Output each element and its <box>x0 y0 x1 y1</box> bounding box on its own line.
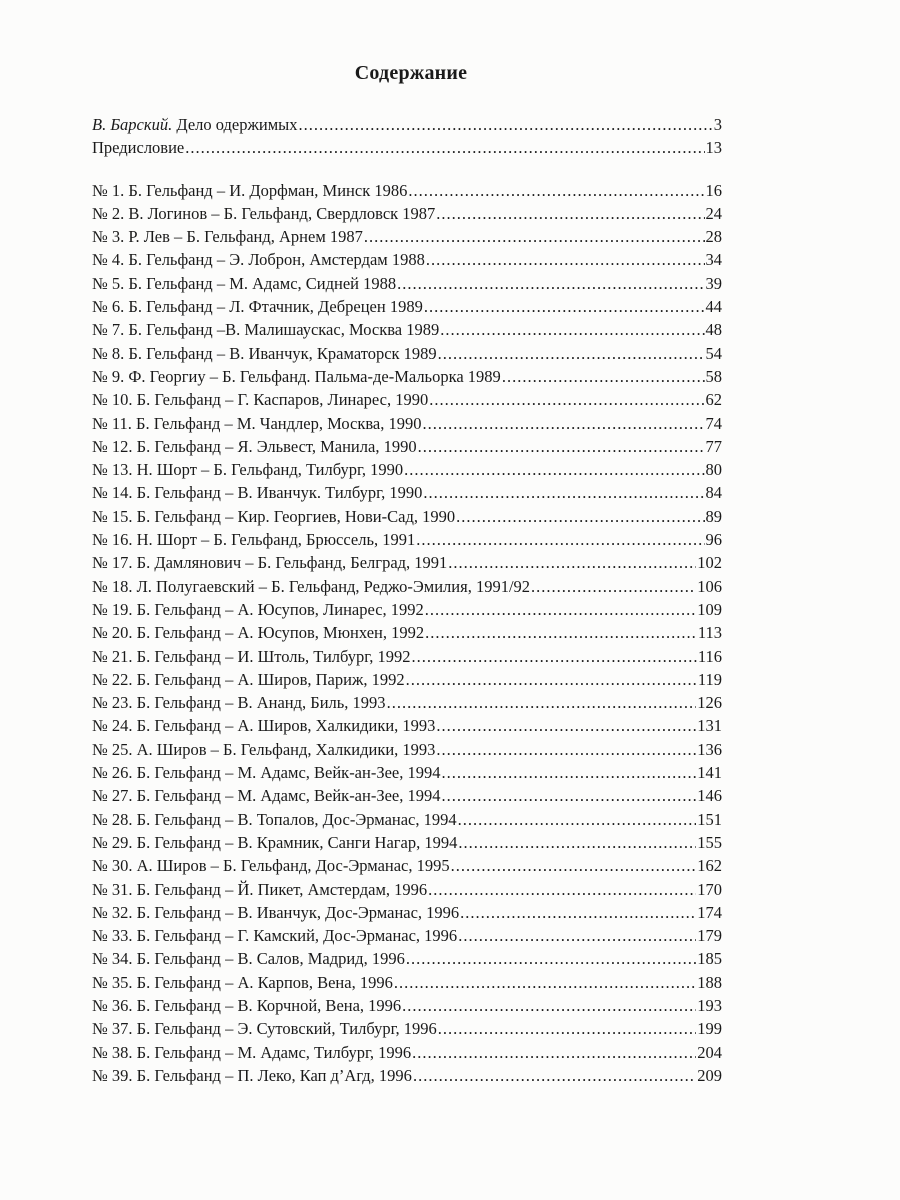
toc-entry-game[interactable] <box>92 924 722 947</box>
dot-leader <box>436 202 704 225</box>
toc-entry-game[interactable] <box>92 528 722 551</box>
toc-entry-title: № 18. Л. Полугаевский – Б. Гельфанд, Реджо-Эмилия, 1991/92 <box>92 576 531 596</box>
toc-entry-title: № 24. Б. Гельфанд – А. Широв, Халкидики, 1993 <box>92 716 436 736</box>
toc-entry-game[interactable] <box>92 831 722 854</box>
toc-entry-title: № 33. Б. Гельфанд – Г. Камский, Дос-Эрманас, 1996 <box>92 926 458 946</box>
toc-entry-game[interactable] <box>92 854 722 877</box>
toc-page-number: 13 <box>705 138 722 158</box>
toc-page-number: 136 <box>697 739 722 759</box>
toc-entry-game[interactable] <box>92 318 722 341</box>
dot-leader <box>438 1017 696 1040</box>
toc-page-number: 162 <box>697 856 722 876</box>
dot-leader <box>458 808 697 831</box>
toc-page-number: 170 <box>697 879 722 899</box>
dot-leader <box>408 179 704 202</box>
toc-page-number: 185 <box>697 949 722 969</box>
toc-entry-title: № 2. В. Логинов – Б. Гельфанд, Свердловск 1987 <box>92 203 436 223</box>
dot-leader <box>412 1041 696 1064</box>
dot-leader <box>436 738 696 761</box>
toc-entry-title: № 36. Б. Гельфанд – В. Корчной, Вена, 1996 <box>92 995 402 1015</box>
dot-leader <box>364 225 705 248</box>
dot-leader <box>406 947 696 970</box>
toc-entry-title: № 31. Б. Гельфанд – Й. Пикет, Амстердам, 1996 <box>92 879 428 899</box>
toc-page-number: 28 <box>705 227 722 247</box>
toc-entry-game[interactable] <box>92 808 722 831</box>
dot-leader <box>418 435 705 458</box>
toc-page-number: 188 <box>697 972 722 992</box>
toc-entry-game[interactable] <box>92 971 722 994</box>
toc-page-number: 96 <box>705 530 722 550</box>
dot-leader <box>458 831 696 854</box>
toc-page-number: 3 <box>713 115 722 134</box>
toc-entry-title: № 25. А. Широв – Б. Гельфанд, Халкидики, 1993 <box>92 739 436 759</box>
toc-page-number: 48 <box>705 320 722 340</box>
toc-page-number: 119 <box>697 669 722 689</box>
toc-page-number: 62 <box>705 390 722 410</box>
dot-leader <box>531 575 696 598</box>
dot-leader <box>416 528 704 551</box>
toc-entry-title: № 14. Б. Гельфанд – В. Иванчук. Тилбург, 1990 <box>92 483 423 503</box>
toc-page-number: 39 <box>705 273 722 293</box>
table-of-contents <box>92 113 722 1087</box>
toc-entry-game[interactable] <box>92 412 722 435</box>
toc-entry-title: № 30. А. Широв – Б. Гельфанд, Дос-Эрманас, 1995 <box>92 856 450 876</box>
toc-entry-game[interactable] <box>92 691 722 714</box>
toc-entry-title: № 17. Б. Дамлянович – Б. Гельфанд, Белград, 1991 <box>92 553 448 573</box>
toc-entry-game[interactable] <box>92 738 722 761</box>
dot-leader <box>442 761 697 784</box>
dot-leader <box>423 412 705 435</box>
dot-leader <box>448 551 696 574</box>
section-gap <box>92 160 722 179</box>
toc-entry-title: № 9. Ф. Георгиу – Б. Гельфанд. Пальма-де-Мальорка 1989 <box>92 366 501 386</box>
dot-leader <box>438 342 705 365</box>
toc-entry-title: № 15. Б. Гельфанд – Кир. Георгиев, Нови-Сад, 1990 <box>92 506 456 526</box>
dot-leader <box>185 136 704 159</box>
toc-page-number: 80 <box>705 460 722 480</box>
toc-entry-title: № 10. Б. Гельфанд – Г. Каспаров, Линарес, 1990 <box>92 390 429 410</box>
dot-leader <box>456 505 704 528</box>
toc-entry-title: № 8. Б. Гельфанд – В. Иванчук, Краматорск 1989 <box>92 343 437 363</box>
toc-entry-title: № 6. Б. Гельфанд – Л. Фтачник, Дебрецен 1989 <box>92 297 423 317</box>
toc-page-number: 24 <box>705 203 722 223</box>
toc-entry-title: Предисловие <box>92 138 185 158</box>
toc-page-number: 155 <box>697 832 722 852</box>
dot-leader <box>425 598 696 621</box>
toc-page-number: 44 <box>705 297 722 317</box>
dot-leader <box>428 878 696 901</box>
toc-entry-preface[interactable] <box>92 136 722 159</box>
dot-leader <box>406 668 697 691</box>
toc-entry-game[interactable] <box>92 994 722 1017</box>
toc-entry-game[interactable] <box>92 505 722 528</box>
toc-entry-game[interactable] <box>92 598 722 621</box>
dot-leader <box>436 714 696 737</box>
toc-page-number: 131 <box>697 716 722 736</box>
dot-leader <box>394 971 696 994</box>
dot-leader <box>502 365 705 388</box>
toc-entry-title: № 20. Б. Гельфанд – А. Юсупов, Мюнхен, 1992 <box>92 623 425 643</box>
toc-page-number: 126 <box>697 693 722 713</box>
toc-entry-game[interactable] <box>92 878 722 901</box>
toc-page-number: 74 <box>705 413 722 433</box>
toc-page-number: 89 <box>705 506 722 526</box>
toc-page-number: 84 <box>705 483 722 503</box>
toc-entry-game[interactable] <box>92 761 722 784</box>
toc-entry-game[interactable] <box>92 248 722 271</box>
toc-entry-title: № 27. Б. Гельфанд – М. Адамс, Вейк-ан-Зее, 1994 <box>92 786 441 806</box>
toc-page-number: 34 <box>705 250 722 270</box>
toc-page-number: 116 <box>697 646 722 666</box>
toc-page-number: 113 <box>697 623 722 643</box>
toc-entry-game[interactable] <box>92 225 722 248</box>
toc-page-number: 102 <box>697 553 722 573</box>
toc-entry-game[interactable] <box>92 621 722 644</box>
toc-entry-title: № 23. Б. Гельфанд – В. Ананд, Биль, 1993 <box>92 693 386 713</box>
toc-entry-game[interactable] <box>92 388 722 411</box>
toc-entry-title: № 11. Б. Гельфанд – М. Чандлер, Москва, 1990 <box>92 413 422 433</box>
toc-entry-title: № 3. Р. Лев – Б. Гельфанд, Арнем 1987 <box>92 227 363 247</box>
dot-leader <box>442 784 697 807</box>
toc-entry-title: № 16. Н. Шорт – Б. Гельфанд, Брюссель, 1991 <box>92 530 416 550</box>
dot-leader <box>299 113 713 136</box>
toc-entry-title: № 22. Б. Гельфанд – А. Широв, Париж, 1992 <box>92 669 405 689</box>
toc-entry-title: № 38. Б. Гельфанд – М. Адамс, Тилбург, 1996 <box>92 1042 412 1062</box>
toc-entry-title: № 34. Б. Гельфанд – В. Салов, Мадрид, 1996 <box>92 949 405 969</box>
toc-page-number: 204 <box>697 1042 722 1062</box>
toc-entry-game[interactable] <box>92 179 722 202</box>
toc-entry-game[interactable] <box>92 458 722 481</box>
toc-entry-game[interactable] <box>92 342 722 365</box>
toc-entry-title: № 32. Б. Гельфанд – В. Иванчук, Дос-Эрманас, 1996 <box>92 902 460 922</box>
toc-entry-game[interactable] <box>92 714 722 737</box>
toc-entry-title: № 21. Б. Гельфанд – И. Штоль, Тилбург, 1992 <box>92 646 411 666</box>
page-title: Содержание <box>354 62 468 84</box>
toc-entry-game[interactable] <box>92 668 722 691</box>
dot-leader <box>451 854 697 877</box>
toc-entry-title: № 37. Б. Гельфанд – Э. Сутовский, Тилбург, 1996 <box>92 1019 437 1039</box>
toc-page-number: 54 <box>705 343 722 363</box>
toc-page-number: 193 <box>697 995 722 1015</box>
games-list <box>92 179 722 1088</box>
toc-entry-game[interactable] <box>92 784 722 807</box>
dot-leader <box>387 691 697 714</box>
toc-page-number: 109 <box>697 599 722 619</box>
dot-leader <box>424 295 705 318</box>
toc-entry-game[interactable] <box>92 295 722 318</box>
toc-entry-title: № 28. Б. Гельфанд – В. Топалов, Дос-Эрманас, 1994 <box>92 809 457 829</box>
dot-leader <box>426 248 705 271</box>
toc-page-number: 58 <box>705 366 722 386</box>
toc-entry-title: № 4. Б. Гельфанд – Э. Лоброн, Амстердам 1988 <box>92 250 425 270</box>
dot-leader <box>397 272 704 295</box>
toc-entry-game[interactable] <box>92 1064 722 1087</box>
toc-entry-title: № 5. Б. Гельфанд – М. Адамс, Сидней 1988 <box>92 273 397 293</box>
toc-entry-game[interactable] <box>92 202 722 225</box>
dot-leader <box>402 994 696 1017</box>
toc-page-number: 106 <box>697 576 722 596</box>
dot-leader <box>429 388 704 411</box>
toc-entry-title: № 39. Б. Гельфанд – П. Леко, Кап д’Агд, 1996 <box>92 1065 412 1085</box>
toc-page-number: 151 <box>697 809 722 829</box>
toc-entry-game[interactable] <box>92 481 722 504</box>
toc-entry-game[interactable] <box>92 551 722 574</box>
toc-page-number: 141 <box>697 763 722 783</box>
toc-entry-game[interactable] <box>92 272 722 295</box>
dot-leader <box>423 481 704 504</box>
toc-entry-game[interactable] <box>92 435 722 458</box>
dot-leader <box>413 1064 696 1087</box>
toc-entry-game[interactable] <box>92 947 722 970</box>
toc-entry-author: В. Барский. <box>92 115 173 134</box>
toc-entry-title: № 13. Н. Шорт – Б. Гельфанд, Тилбург, 1990 <box>92 460 404 480</box>
dot-leader <box>411 645 696 668</box>
toc-page-number: 146 <box>697 786 722 806</box>
dot-leader <box>425 621 697 644</box>
toc-entry-game[interactable] <box>92 645 722 668</box>
toc-entry-title: № 7. Б. Гельфанд –В. Малишаускас, Москва 1989 <box>92 320 440 340</box>
toc-page-number: 209 <box>697 1065 722 1085</box>
toc-entry-game[interactable] <box>92 575 722 598</box>
toc-entry-text <box>92 113 298 136</box>
toc-entry-title: № 29. Б. Гельфанд – В. Крамник, Санги Нагар, 1994 <box>92 832 458 852</box>
dot-leader <box>460 901 696 924</box>
toc-page-number: 179 <box>697 926 722 946</box>
toc-entry-game[interactable] <box>92 901 722 924</box>
dot-leader <box>440 318 704 341</box>
toc-entry-title: № 26. Б. Гельфанд – М. Адамс, Вейк-ан-Зее, 1994 <box>92 763 441 783</box>
toc-page-number: 16 <box>705 180 722 200</box>
toc-entry-title: Дело одержимых <box>172 115 298 134</box>
toc-entry-game[interactable] <box>92 365 722 388</box>
toc-entry-game[interactable] <box>92 1017 722 1040</box>
toc-page-number: 199 <box>697 1019 722 1039</box>
toc-entry-game[interactable] <box>92 1041 722 1064</box>
toc-entry-title: № 19. Б. Гельфанд – А. Юсупов, Линарес, 1992 <box>92 599 424 619</box>
toc-entry-foreword-essay[interactable] <box>92 113 722 136</box>
toc-entry-title: № 1. Б. Гельфанд – И. Дорфман, Минск 1986 <box>92 180 408 200</box>
toc-page-number: 174 <box>697 902 722 922</box>
dot-leader <box>458 924 696 947</box>
dot-leader <box>404 458 704 481</box>
toc-entry-title: № 35. Б. Гельфанд – А. Карпов, Вена, 1996 <box>92 972 393 992</box>
toc-entry-title: № 12. Б. Гельфанд – Я. Эльвест, Манила, 1990 <box>92 436 417 456</box>
toc-page-number: 77 <box>705 436 722 456</box>
